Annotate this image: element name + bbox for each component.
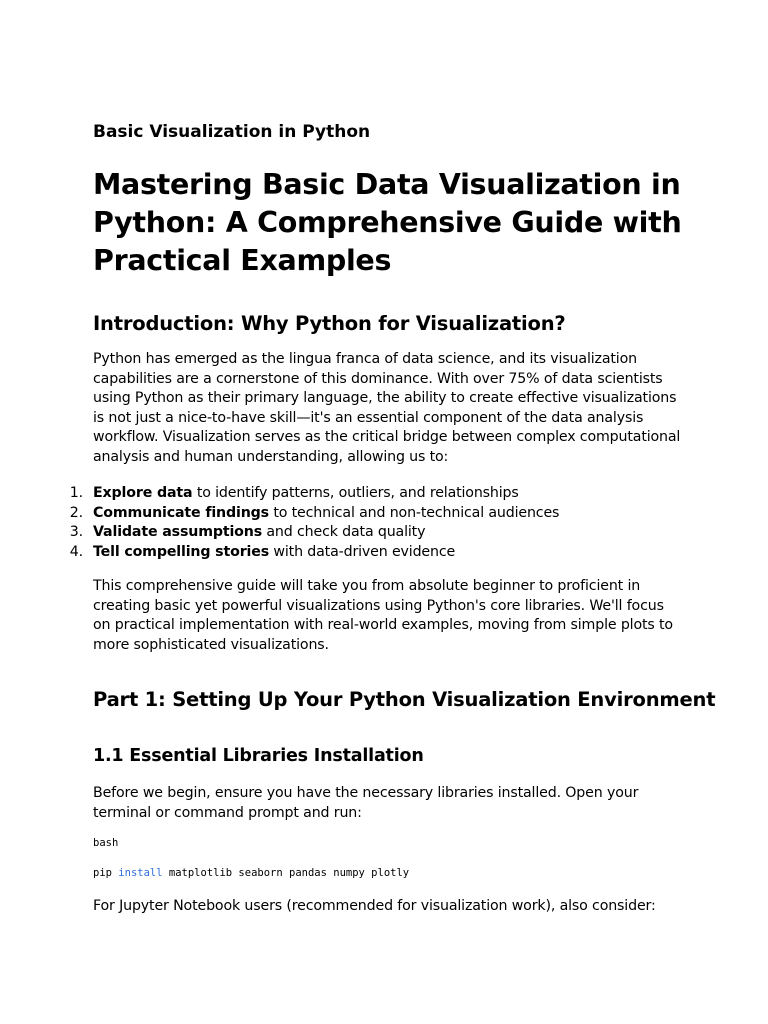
list-item [63, 484, 559, 504]
after-code-paragraph: For Jupyter Notebook users (recommended for visualization work), also consider: [93, 898, 656, 914]
list-item-bold: Explore data [93, 485, 193, 501]
intro-closing-paragraph: This comprehensive guide will take you from absolute beginner to proficient in creating basic yet powerful visualizations using Python's core libraries. We'll focus on practical implementation with real-world examples, moving from simple plots to more sophisticated visualizations. [93, 578, 673, 653]
intro-heading: Introduction: Why Python for Visualization? [93, 312, 566, 335]
code-command: pip [93, 867, 112, 879]
document-kicker: Basic Visualization in Python [93, 122, 371, 142]
list-item-text: to technical and non-technical audiences [268, 504, 560, 521]
intro-list [63, 484, 559, 562]
list-item-text: with data-driven evidence [269, 543, 456, 560]
intro-paragraph: Python has emerged as the lingua franca of data science, and its visualization capabilities are a cornerstone of this dominance. With over 75% of data scientists using Python as their primary language, the ability to create effective visualizations is not just a nice-to-have skill—it's an essential component of the data analysis workflow. Visualization serves as the critical bridge between complex computational analysis and human understanding, allowing us to: [93, 351, 681, 465]
code-arguments: matplotlib seaborn pandas numpy plotly [168, 867, 410, 879]
list-number: 3. [69, 524, 83, 541]
part1-paragraph: Before we begin, ensure you have the necessary libraries installed. Open your terminal or command prompt and run: [93, 785, 639, 821]
list-number: 1. [69, 485, 83, 501]
list-item-bold: Communicate findings [93, 504, 269, 521]
code-block [93, 867, 409, 879]
list-number: 2. [69, 504, 83, 521]
part1-subheading: 1.1 Essential Libraries Installation [93, 746, 424, 766]
document-title: Mastering Basic Data Visualization in Python: A Comprehensive Guide with Practical Examples [93, 168, 682, 277]
list-item [63, 523, 559, 543]
part1-heading: Part 1: Setting Up Your Python Visualization Environment [93, 688, 716, 711]
list-item-text: to identify patterns, outliers, and relationships [192, 485, 519, 501]
list-item [63, 543, 559, 563]
list-item [63, 504, 559, 524]
list-item-bold: Validate assumptions [93, 524, 263, 541]
code-language-label: bash [93, 837, 119, 849]
list-item-text: and check data quality [262, 524, 426, 541]
list-item-bold: Tell compelling stories [93, 543, 270, 560]
code-keyword: install [118, 867, 163, 879]
list-number: 4. [69, 543, 83, 560]
